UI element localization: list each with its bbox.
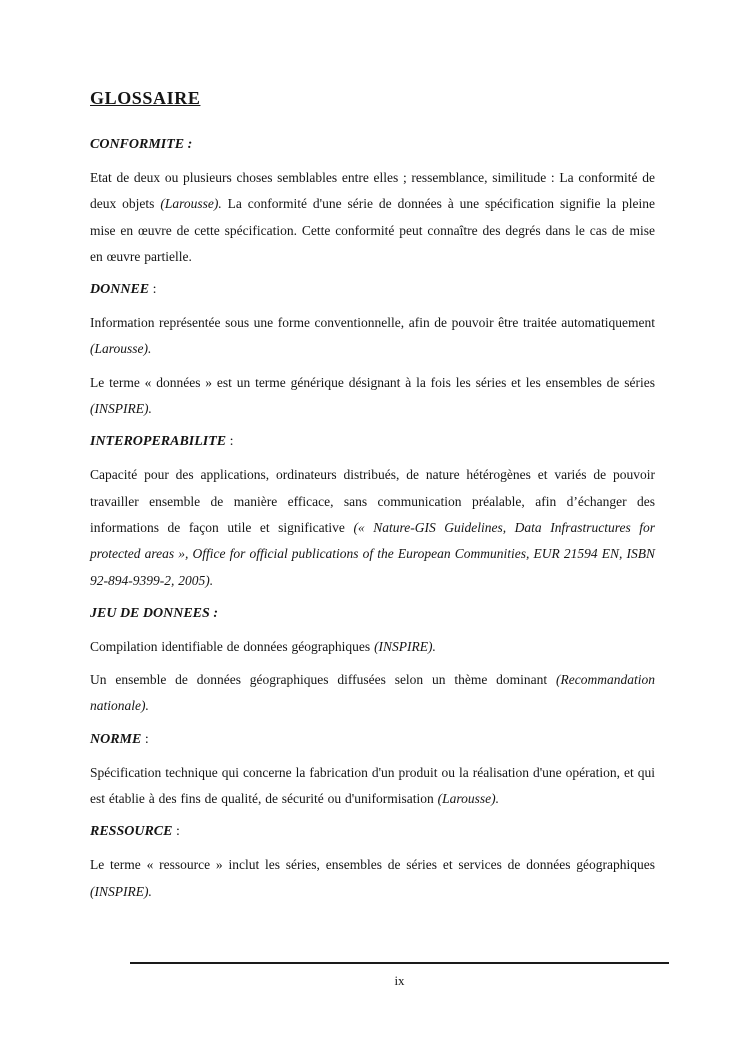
definition-source-text: (« Nature-GIS Guidelines, Data Infrastructures for protected areas », Office for official publications of the European Communities, EUR 21594 EN, ISBN 92-894-9399-2, 2005).	[90, 519, 655, 588]
glossary-term-colon: :	[184, 137, 193, 152]
definition-source-text: (INSPIRE).	[90, 883, 152, 899]
glossary-term	[90, 132, 655, 158]
glossary-term	[90, 819, 655, 845]
definition-text: Etat de deux ou plusieurs choses semblables entre elles ; ressemblance, similitude : La conformité de deux objets	[90, 170, 655, 212]
definition-text: Compilation identifiable de données géographiques	[90, 638, 375, 654]
glossary-definition	[90, 310, 655, 363]
glossary-term	[90, 277, 655, 303]
glossary-term-colon: :	[141, 731, 149, 747]
glossary-definition	[90, 634, 655, 660]
glossary-term	[90, 727, 655, 753]
glossary-term-colon: :	[226, 434, 234, 450]
definition-source-text: (Larousse).	[437, 791, 499, 807]
definition-source-text: (Recommandation nationale).	[90, 672, 655, 714]
glossary-term	[90, 601, 655, 627]
glossary-definition	[90, 852, 655, 905]
glossary-term-colon: :	[172, 824, 180, 840]
definition-text: Le terme « ressource » inclut les séries, ensembles de séries et services de données géographiques	[90, 857, 655, 873]
glossary-definition	[90, 370, 655, 423]
glossary-term-name: DONNEE	[90, 282, 150, 298]
definition-text: Information représentée sous une forme conventionnelle, afin de pouvoir être traitée automatiquement	[90, 315, 655, 331]
glossary-term-name: INTEROPERABILITE	[90, 434, 227, 450]
page-footer	[130, 962, 669, 988]
glossary-definition	[90, 667, 655, 720]
glossary-entries	[90, 132, 655, 905]
definition-source-text: (INSPIRE).	[374, 638, 436, 654]
definition-text: La conformité d'une série de données à une spécification signifie la pleine mise en œuvre de cette spécification. Cette conformité peut connaître des degrés dans le cas de mise en œuvre partielle.	[90, 196, 655, 264]
definition-source-text: (INSPIRE).	[90, 401, 152, 417]
definition-text: Capacité pour des applications, ordinateurs distribués, de nature hétérogènes et variés de pouvoir travailler ensemble de manière efficace, sans communication préalable, afin d’échanger des informations de façon utile et significative	[90, 467, 655, 535]
glossary-term-colon: :	[149, 282, 157, 298]
definition-source-text: (Larousse).	[90, 341, 152, 357]
glossary-definition	[90, 462, 655, 593]
page-number: ix	[394, 973, 405, 988]
glossary-term	[90, 429, 655, 455]
glossary-definition	[90, 760, 655, 813]
glossary-term-name: NORME	[90, 731, 142, 747]
definition-text: Le terme « données » est un terme générique désignant à la fois les séries et les ensembles de séries	[90, 374, 655, 390]
glossary-term-name: RESSOURCE	[90, 824, 173, 840]
page-title: GLOSSAIRE	[90, 88, 201, 108]
definition-text: Spécification technique qui concerne la fabrication d'un produit ou la réalisation d'une opération, et qui est établie à des fins de qualité, de sécurité ou d'uniformisation	[90, 764, 655, 807]
glossary-definition	[90, 165, 655, 270]
glossary-term-colon: :	[209, 605, 218, 621]
definition-source-text: (Larousse).	[160, 196, 222, 212]
glossary-term-name: CONFORMITE	[90, 137, 185, 152]
glossary-term-name: JEU DE DONNEES	[90, 605, 210, 621]
definition-text: Un ensemble de données géographiques diffusées selon un thème dominant	[90, 672, 557, 688]
